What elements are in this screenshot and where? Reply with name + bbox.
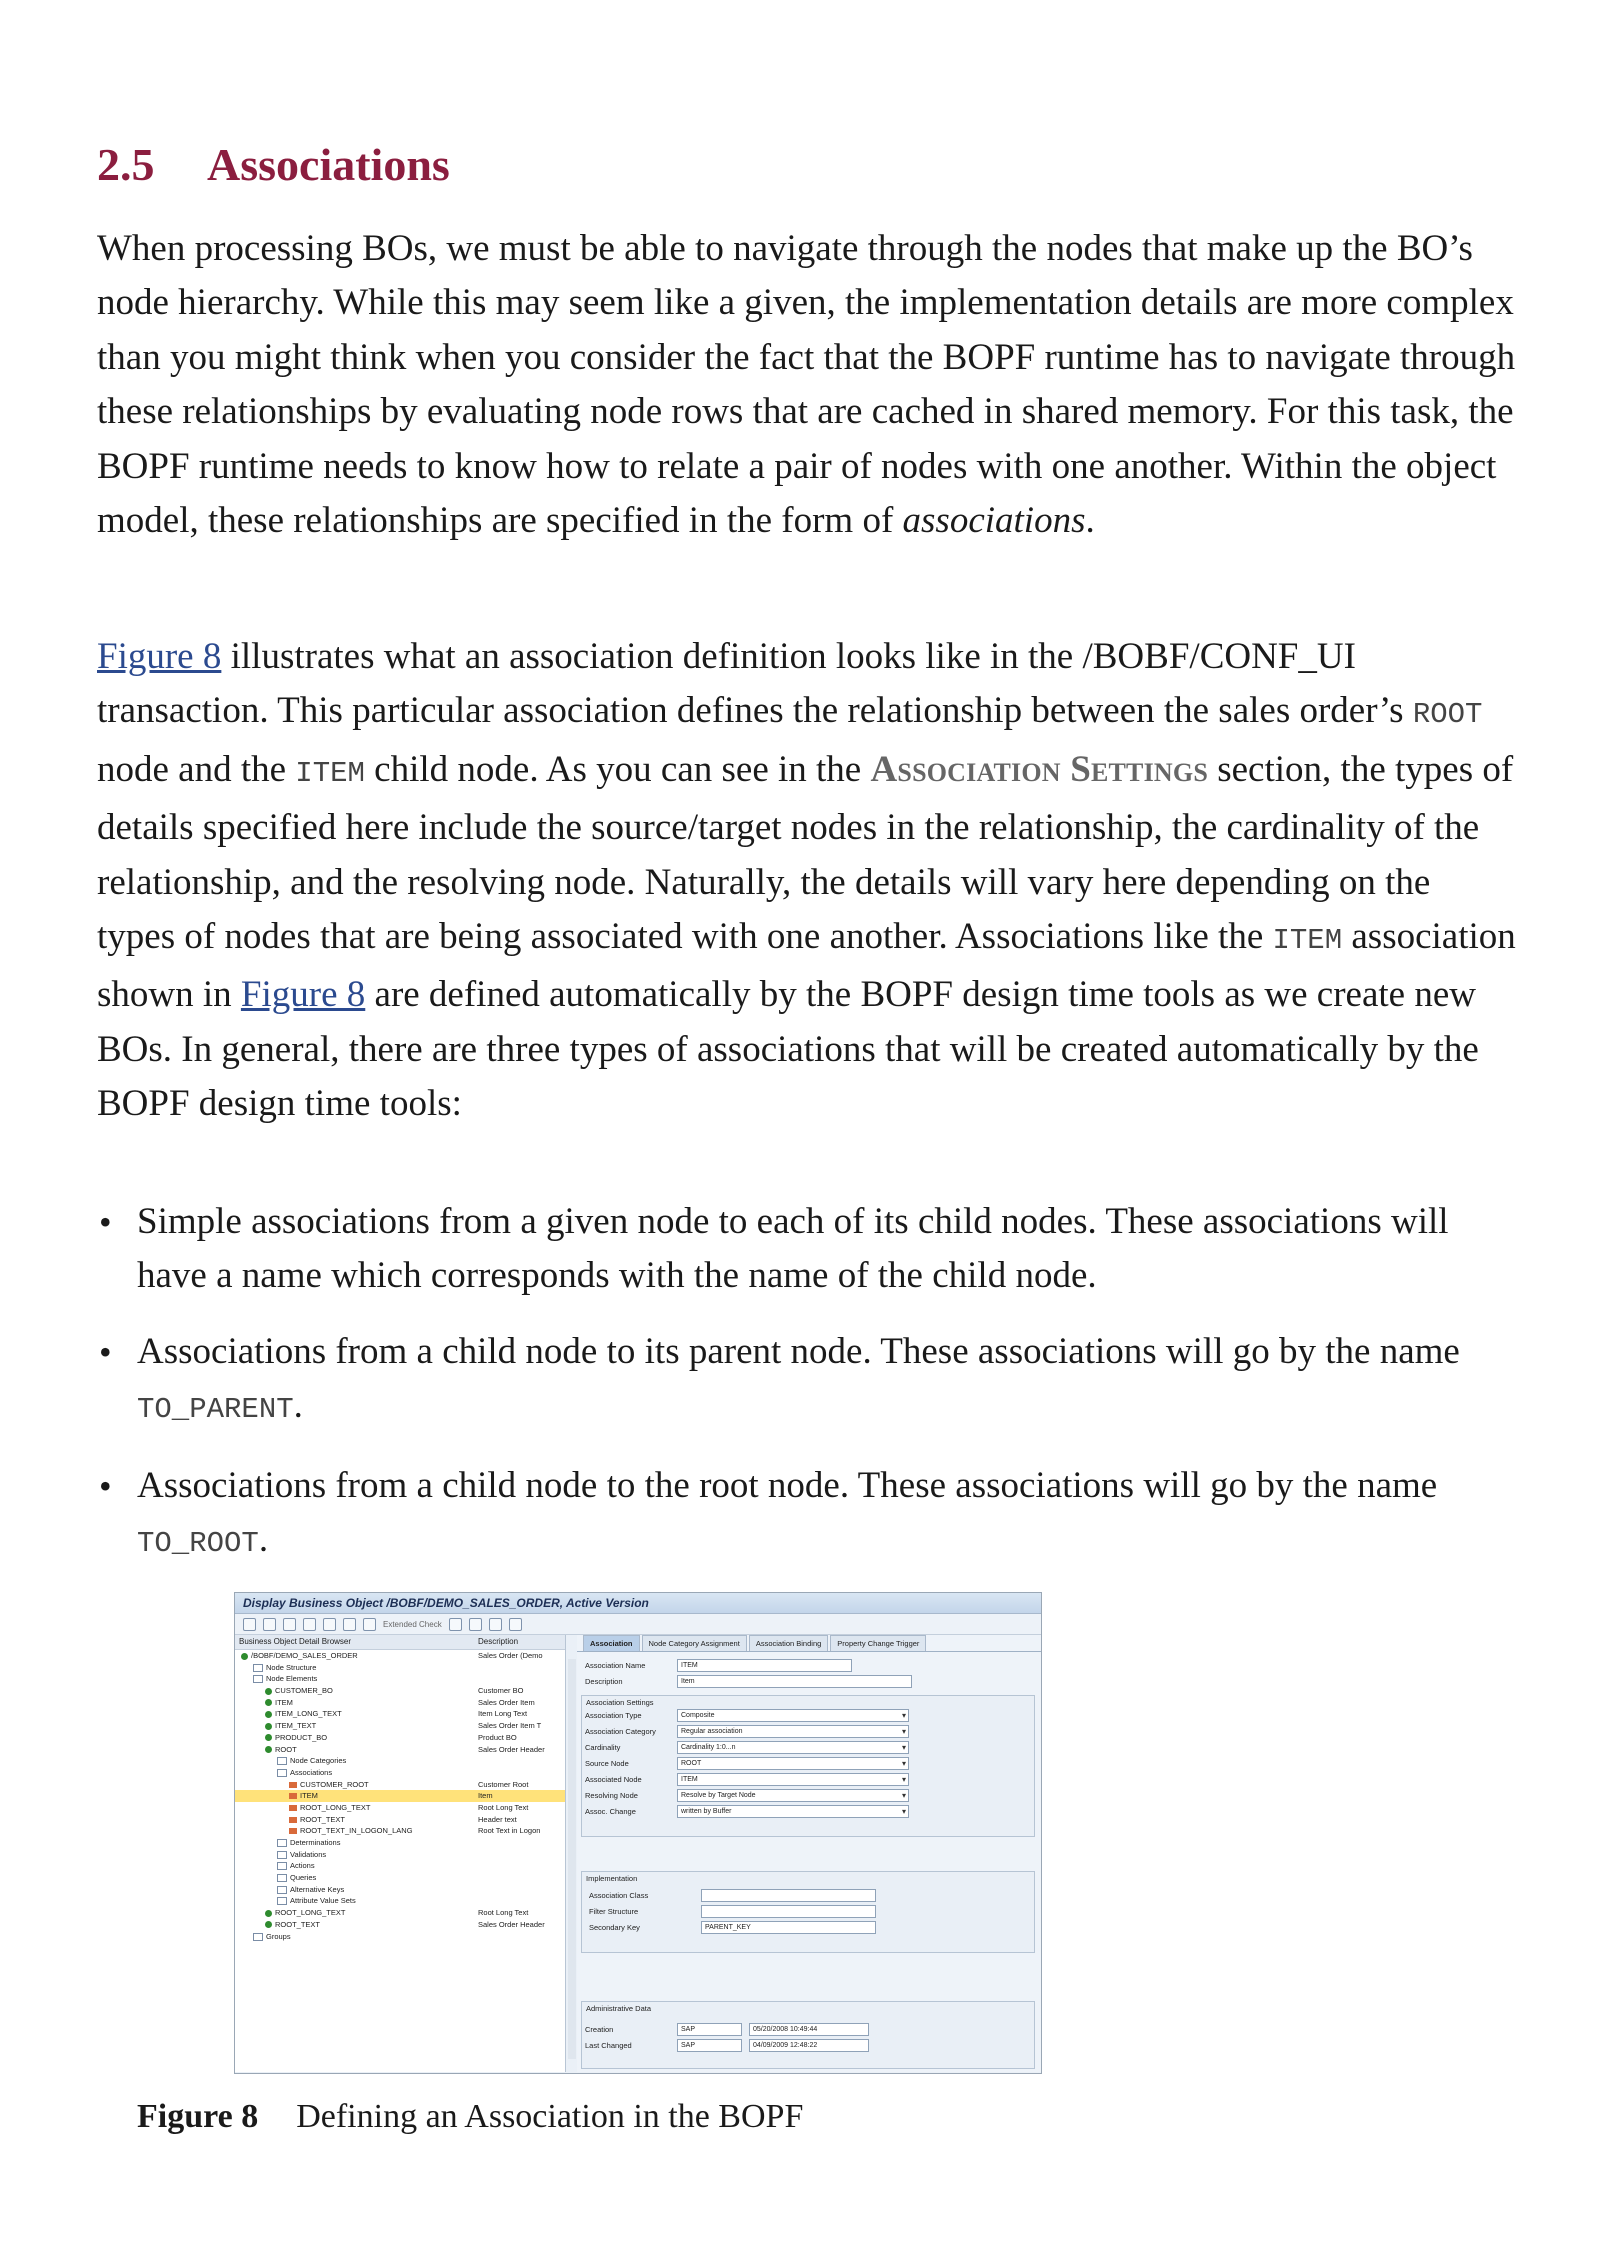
figure-8-link[interactable]: Figure 8 — [97, 636, 222, 677]
code-to-parent: TO_PARENT — [137, 1393, 294, 1427]
folder-icon — [277, 1757, 287, 1765]
filter-structure-label: Filter Structure — [589, 1907, 639, 1916]
extended-check-button[interactable]: Extended Check — [383, 1619, 442, 1629]
association-detail-panel — [577, 1635, 1041, 2072]
figure-8-link-2[interactable]: Figure 8 — [240, 974, 366, 1016]
section-number: 2.5 — [97, 139, 155, 190]
tree-row[interactable] — [235, 1895, 565, 1907]
tree-row[interactable] — [235, 1872, 565, 1884]
associated-node-label: Associated Node — [585, 1775, 642, 1784]
browser-column-header: Business Object Detail Browser — [239, 1637, 352, 1646]
tree-row[interactable] — [235, 1849, 565, 1861]
associations-emphasis: associations — [902, 500, 1086, 542]
tree-node-label: ROOT — [275, 1744, 297, 1754]
list-item-end: . — [293, 1385, 303, 1427]
association-class-label: Association Class — [589, 1891, 649, 1900]
tab-association[interactable]: Association — [583, 1635, 640, 1651]
source-node-label: Source Node — [585, 1759, 629, 1768]
paragraph-1-end: . — [1085, 500, 1095, 542]
tree-node-label: ROOT_TEXT — [275, 1919, 321, 1929]
tree-row[interactable] — [235, 1732, 565, 1744]
tree-row[interactable] — [235, 1802, 565, 1814]
association-class-field[interactable] — [701, 1889, 876, 1902]
tree-node-label: Node Structure — [266, 1662, 317, 1672]
tree-node-description: Sales Order Item — [478, 1697, 535, 1707]
filter-structure-field[interactable] — [701, 1905, 876, 1918]
tree-node-label: Associations — [290, 1767, 333, 1777]
folder-icon — [277, 1839, 287, 1847]
settings-icon[interactable] — [469, 1618, 482, 1631]
tree-node-label: /BOBF/DEMO_SALES_ORDER — [251, 1651, 358, 1660]
back-icon[interactable] — [263, 1618, 276, 1631]
detail-tabs — [577, 1635, 1041, 1652]
list-item — [97, 1325, 1517, 1438]
node-icon — [265, 1723, 272, 1730]
creation-label: Creation — [585, 2025, 614, 2034]
object-tree — [235, 1650, 565, 1942]
changed-user-field: SAP — [677, 2039, 742, 2052]
tab-property-change-trigger[interactable]: Property Change Trigger — [830, 1635, 926, 1651]
node-icon — [265, 1699, 272, 1706]
association-icon — [289, 1828, 297, 1834]
code-root: ROOT — [1412, 698, 1483, 732]
info-icon[interactable] — [449, 1618, 462, 1631]
tab-association-binding[interactable]: Association Binding — [749, 1635, 828, 1651]
tree-row[interactable] — [235, 1708, 565, 1720]
tree-node-description: Sales Order Item T — [478, 1721, 542, 1731]
tree-node-name — [277, 1895, 356, 1907]
browser-header — [235, 1635, 565, 1650]
tree-row[interactable] — [235, 1697, 565, 1709]
tree-node-name — [277, 1849, 326, 1861]
tree-row[interactable] — [235, 1720, 565, 1732]
node-icon — [241, 1653, 248, 1660]
last-changed-label: Last Changed — [585, 2041, 632, 2050]
folder-icon — [277, 1862, 287, 1870]
paragraph-2 — [97, 630, 1517, 1132]
tree-node-label: CUSTOMER_BO — [275, 1686, 333, 1696]
tree-node-name — [265, 1685, 333, 1697]
list-item-text: Simple associations from a given node to each of its child nodes. These associations will have a name which corresponds with the name of the child node. — [137, 1201, 1449, 1297]
tree-node-name — [265, 1744, 297, 1756]
association-types-list — [97, 1195, 1517, 1592]
paragraph-2-text-4: section, the types of details specified here include the source/target nodes in the relationship, the cardinality of the relationship, and the resolving node. Naturally, the details will vary here depending on the types of nodes that are being associated with one another. Associations like the — [97, 748, 1514, 958]
folder-icon — [253, 1664, 263, 1672]
resolving-node-select[interactable]: Resolve by Target Node ▾ — [677, 1789, 909, 1802]
assoc-change-label: Assoc. Change — [585, 1807, 636, 1816]
tree-node-description: Root Long Text — [478, 1802, 529, 1812]
tree-node-label: ITEM_LONG_TEXT — [275, 1709, 342, 1719]
display-icon[interactable] — [243, 1618, 256, 1631]
tree-node-label: ROOT_TEXT — [300, 1814, 346, 1824]
code-item: ITEM — [295, 756, 365, 790]
assoc-name-label: Association Name — [585, 1661, 646, 1670]
source-node-select[interactable]: ROOT ▾ — [677, 1757, 909, 1770]
implementation-title: Implementation — [586, 1874, 638, 1883]
tree-row[interactable] — [235, 1919, 565, 1931]
tree-node-name — [277, 1755, 346, 1767]
tree-node-label: ITEM — [275, 1697, 293, 1707]
node-icon — [265, 1910, 272, 1917]
tree-row[interactable] — [235, 1767, 565, 1779]
tree-row[interactable] — [235, 1931, 565, 1943]
tree-node-description: Product BO — [478, 1732, 517, 1742]
tree-node-label: Node Categories — [290, 1756, 347, 1766]
tree-row[interactable] — [235, 1650, 565, 1662]
secondary-key-label: Secondary Key — [589, 1923, 640, 1932]
tree-node-name — [265, 1732, 327, 1744]
node-icon — [265, 1921, 272, 1928]
association-settings-term: Association Settings — [870, 748, 1208, 790]
section-title: Associations — [207, 139, 450, 190]
section-heading — [97, 138, 450, 191]
tree-node-name — [265, 1708, 342, 1720]
node-icon — [265, 1746, 272, 1753]
tree-node-name — [265, 1907, 345, 1919]
folder-icon — [277, 1851, 287, 1859]
code-to-root: TO_ROOT — [137, 1527, 259, 1561]
tree-node-name — [277, 1837, 340, 1849]
tree-node-name — [253, 1662, 316, 1674]
figure-caption — [137, 2098, 803, 2136]
folder-icon — [277, 1897, 287, 1905]
tree-node-description: Sales Order (Demo — [478, 1651, 543, 1660]
tree-node-name — [241, 1650, 358, 1662]
sort-icon[interactable] — [343, 1618, 356, 1631]
screenshot-title: Display Business Object /BOBF/DEMO_SALES_ORDER, Active Version — [235, 1593, 1041, 1614]
creation-timestamp-field: 05/20/2008 10:49:44 — [749, 2023, 869, 2036]
tree-node-label: ITEM_TEXT — [275, 1721, 317, 1731]
tree-node-description: Customer BO — [478, 1686, 524, 1696]
association-settings-title: Association Settings — [586, 1698, 654, 1707]
tree-row[interactable] — [235, 1790, 565, 1802]
association-icon — [289, 1817, 297, 1823]
tree-node-label: ROOT_TEXT_IN_LOGON_LANG — [300, 1826, 413, 1836]
description-field[interactable]: Item — [677, 1675, 912, 1688]
list-item-text: Associations from a child node to the root node. These associations will go by the name — [137, 1464, 1438, 1506]
tree-node-name — [265, 1919, 320, 1931]
tree-node-description: Customer Root — [478, 1779, 529, 1789]
folder-icon — [277, 1769, 287, 1777]
tree-node-name — [289, 1790, 318, 1802]
assoc-change-select[interactable]: written by Buffer ▾ — [677, 1805, 909, 1818]
code-item-2: ITEM — [1272, 924, 1343, 958]
list-item — [97, 1195, 1517, 1304]
tree-node-description: Root Text in Logon — [478, 1826, 541, 1836]
screenshot-toolbar — [235, 1614, 1041, 1635]
tree-node-label: Queries — [290, 1873, 317, 1883]
tree-row[interactable] — [235, 1779, 565, 1791]
paragraph-2-text-1: illustrates what an association definition looks like in the /BOBF/CONF_UI transaction. This particular association defines the relationship between the sales order’s — [97, 636, 1413, 732]
tree-node-label: CUSTOMER_ROOT — [300, 1779, 369, 1789]
tree-row[interactable] — [235, 1884, 565, 1896]
association-icon — [289, 1805, 297, 1811]
association-icon — [289, 1782, 297, 1788]
association-icon — [289, 1793, 297, 1799]
tree-node-label: Alternative Keys — [290, 1884, 345, 1894]
list-item — [97, 1459, 1517, 1572]
tree-node-name — [289, 1814, 345, 1826]
tree-node-description: Item — [478, 1791, 493, 1801]
tab-node-category-assignment[interactable]: Node Category Assignment — [642, 1635, 747, 1651]
list-item-text: Associations from a child node to its parent node. These associations will go by the name — [137, 1330, 1460, 1372]
other-object-icon[interactable] — [323, 1618, 336, 1631]
tree-node-description: Root Long Text — [478, 1908, 529, 1918]
tree-node-label: ITEM — [300, 1791, 318, 1801]
description-column-header: Description — [478, 1637, 519, 1646]
tree-node-label: Validations — [290, 1849, 327, 1859]
tree-node-description: Header text — [478, 1814, 517, 1824]
node-icon — [265, 1711, 272, 1718]
layout-icon[interactable] — [489, 1618, 502, 1631]
type-label: Association Type — [585, 1711, 642, 1720]
help-icon[interactable] — [509, 1618, 522, 1631]
sap-screenshot — [234, 1592, 1042, 2074]
folder-icon — [253, 1933, 263, 1941]
tree-node-label: Determinations — [290, 1838, 341, 1847]
tree-row[interactable] — [235, 1860, 565, 1872]
list-item-end: . — [258, 1519, 269, 1561]
tree-row[interactable] — [235, 1825, 565, 1837]
tree-row[interactable] — [235, 1685, 565, 1697]
figure-caption-text: Defining an Association in the BOPF — [296, 2098, 804, 2135]
tree-node-description: Item Long Text — [478, 1709, 528, 1719]
tree-node-label: ROOT_LONG_TEXT — [275, 1908, 346, 1918]
paragraph-1-text: When processing BOs, we must be able to navigate through the nodes that make up the BO’s node hierarchy. While this may seem like a given, the implementation details are more complex than you might think when you consider the fact that the BOPF runtime has to navigate through these relationships by evaluating node rows that are cached in shared memory. For this task, the BOPF runtime needs to know how to relate a pair of nodes with one another. Within the object model, these relationships are specified in the form of — [97, 228, 1516, 542]
node-icon — [265, 1734, 272, 1741]
secondary-key-field[interactable]: PARENT_KEY — [701, 1921, 876, 1934]
forward-icon[interactable] — [283, 1618, 296, 1631]
paragraph-2-text-5: association shown in — [97, 916, 1516, 1016]
tree-node-label: Actions — [290, 1861, 315, 1871]
tree-node-name — [277, 1884, 344, 1896]
node-icon — [265, 1688, 272, 1695]
category-label: Association Category — [585, 1727, 656, 1736]
changed-timestamp-field: 04/09/2009 12:48:22 — [749, 2039, 869, 2052]
tree-node-name — [253, 1673, 317, 1685]
tree-row[interactable] — [235, 1662, 565, 1674]
folder-icon — [253, 1675, 263, 1683]
object-browser-panel — [235, 1635, 566, 2072]
tree-node-name — [253, 1931, 291, 1943]
association-type-select[interactable]: Composite ▾ — [677, 1709, 909, 1722]
assoc-name-field[interactable]: ITEM — [677, 1659, 852, 1672]
tree-node-name — [289, 1825, 413, 1837]
tree-row[interactable] — [235, 1837, 565, 1849]
tree-node-label: Attribute Value Sets — [290, 1896, 356, 1906]
paragraph-2-text-2: node and the — [97, 748, 296, 790]
tree-node-name — [277, 1860, 315, 1872]
figure-label: Figure 8 — [137, 2098, 259, 2135]
creation-user-field: SAP — [677, 2023, 742, 2036]
tree-row[interactable] — [235, 1814, 565, 1826]
new-icon[interactable] — [303, 1618, 316, 1631]
tree-node-description: Sales Order Header — [478, 1919, 545, 1929]
cardinality-label: Cardinality — [585, 1743, 621, 1752]
tree-node-name — [277, 1872, 316, 1884]
paragraph-2-text-3: child node. As you can see in the — [364, 748, 871, 790]
tree-node-name — [289, 1802, 370, 1814]
tree-scrollbar[interactable] — [568, 1659, 576, 2059]
tree-node-name — [265, 1720, 316, 1732]
cardinality-select[interactable]: Cardinality 1:0...n ▾ — [677, 1741, 909, 1754]
folder-icon — [277, 1874, 287, 1882]
paragraph-2-text-6: are defined automatically by the BOPF design time tools as we create new BOs. In general, there are three types of associations that will be created automatically by the BOPF design time tools: — [97, 974, 1479, 1125]
tree-node-name — [289, 1779, 369, 1791]
association-category-select[interactable]: Regular association ▾ — [677, 1725, 909, 1738]
tree-row[interactable] — [235, 1907, 565, 1919]
tree-row[interactable] — [235, 1755, 565, 1767]
associated-node-select[interactable]: ITEM ▾ — [677, 1773, 909, 1786]
tree-node-label: ROOT_LONG_TEXT — [300, 1802, 371, 1812]
folder-icon — [277, 1886, 287, 1894]
description-label: Description — [585, 1677, 623, 1686]
tree-row[interactable] — [235, 1673, 565, 1685]
tree-node-name — [277, 1767, 332, 1779]
resolving-node-label: Resolving Node — [585, 1791, 638, 1800]
paragraph-1 — [97, 222, 1517, 548]
tree-node-name — [265, 1697, 293, 1709]
tree-node-label: Groups — [266, 1931, 291, 1941]
tree-node-label: PRODUCT_BO — [275, 1732, 328, 1742]
tree-node-description: Sales Order Header — [478, 1744, 545, 1754]
tree-node-label: Node Elements — [266, 1674, 318, 1684]
administrative-data-title: Administrative Data — [586, 2004, 652, 2013]
check-icon[interactable] — [363, 1618, 376, 1631]
tree-row[interactable] — [235, 1744, 565, 1756]
